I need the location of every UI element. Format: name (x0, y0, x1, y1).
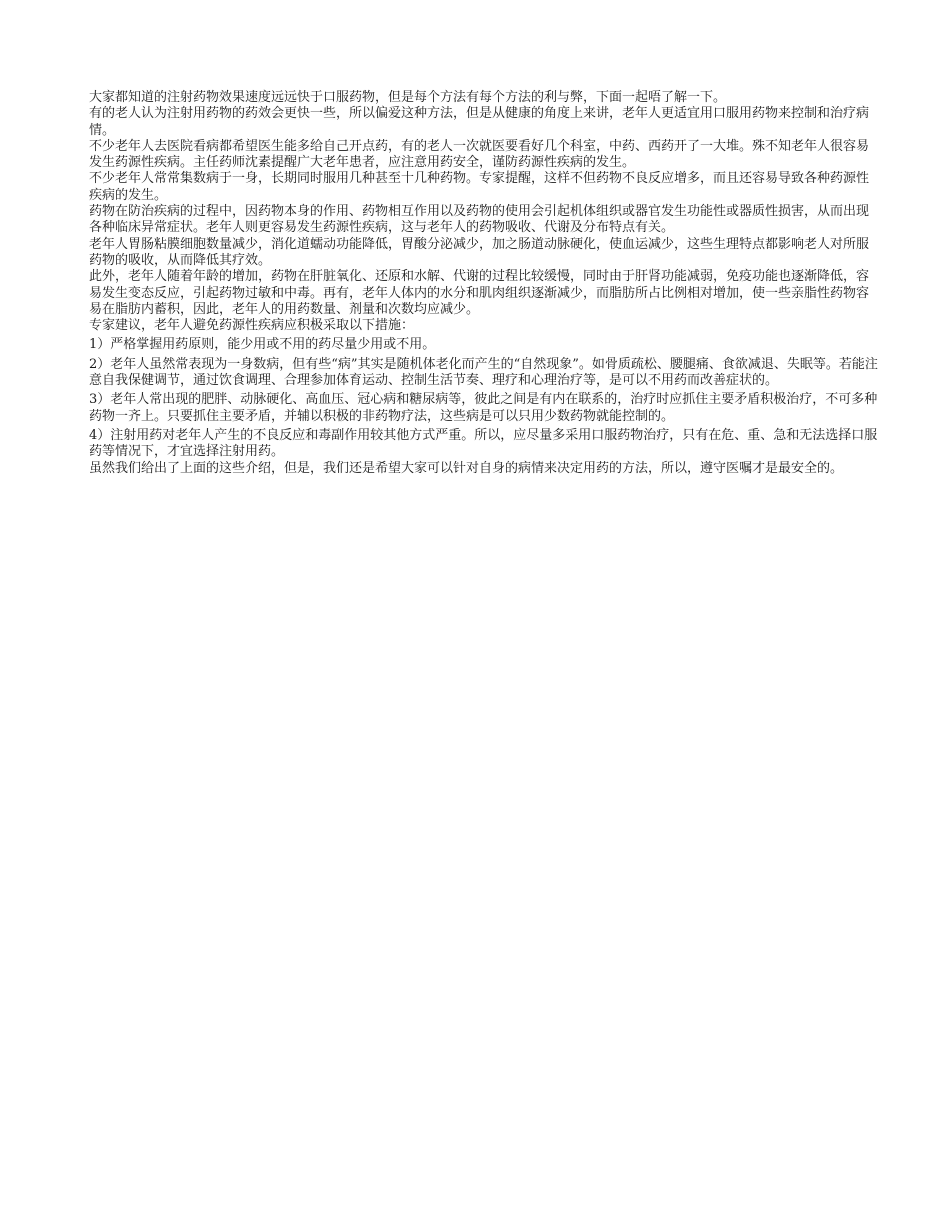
measure-item: 4）注射用药对老年人产生的不良反应和毒副作用较其他方式严重。所以，应尽量多采用口服药物治疗，只有在危、重、急和无法选择口服药等情况下，才宜选择注射用药。 (89, 427, 878, 460)
advice-intro-paragraph: 专家建议，老年人避免药源性疾病应积极采取以下措施： (89, 318, 415, 334)
overmedication-paragraph: 不少老年人去医院看病都希望医生能多给自己开点药，有的老人一次就医要看好几个科室，中药、西药开了一大堆。殊不知老年人很容易发生药源性疾病。主任药师沈素提醒广大老年患者，应注意用药安全，谨防药源性疾病的发生。 (89, 138, 870, 171)
absorption-paragraph: 老年人胃肠粘膜细胞数量减少，消化道蠕动功能降低，胃酸分泌减少，加之肠道动脉硬化，使血运减少，这些生理特点都影响老人对所服药物的吸收，从而降低其疗效。 (89, 236, 870, 268)
intro-paragraph: 大家都知道的注射药物效果速度远远快于口服药物，但是每个方法有每个方法的利与弊，下面一起唔了解一下。 (89, 90, 727, 105)
measure-item: 1）严格掌握用药原则，能少用或不用的药尽量少用或不用。 (89, 337, 436, 353)
drug-induced-disease-paragraph: 药物在防治疾病的过程中，因药物本身的作用、药物相互作用以及药物的使用会引起机体组织或器官发生功能性或器质性损害，从而出现各种临床异常症状。老年人则更容易发生药源性疾病，这与老年人的药物吸收、代谢及分布特点有关。 (89, 204, 870, 236)
multiple-drugs-paragraph: 不少老年人常常集数病于一身，长期同时服用几种甚至十几种药物。专家提醒，这样不但药物不良反应增多，而且还容易导致各种药源性疾病的发生。 (89, 171, 870, 203)
closing-paragraph: 虽然我们给出了上面的这些介绍，但是，我们还是希望大家可以针对自身的病情来决定用药的方法，所以，遵守医嘱才是最安全的。 (89, 460, 844, 476)
measure-item: 3）老年人常出现的肥胖、动脉硬化、高血压、冠心病和糖尿病等，彼此之间是有内在联系的，治疗时应抓住主要矛盾积极治疗，不可多种药物一齐上。只要抓住主要矛盾，并辅以积极的非药物疗法，这些病是可以只用少数药物就能控制的。 (89, 392, 878, 424)
measure-item: 2）老年人虽然常表现为一身数病，但有些“病”其实是随机体老化而产生的“自然现象”。如骨质疏松、腰腿痛、食欲减退、失眠等。若能注意自我保健调节，通过饮食调理、合理参加体育运动、控制生活节奏、理疗和心理治疗等，是可以不用药而改善症状的。 (89, 356, 878, 389)
metabolism-paragraph: 此外，老年人随着年龄的增加，药物在肝脏氧化、还原和水解、代谢的过程比较缓慢，同时由于肝肾功能减弱，免疫功能也逐渐降低，容易发生变态反应，引起药物过敏和中毒。再有，老年人体内的水分和肌肉组织逐渐减少，而脂肪所占比例相对增加，使一些亲脂性药物容易在脂肪内蓄积，因此，老年人的用药数量、剂量和次数均应减少。 (89, 269, 870, 317)
injection-preference-paragraph: 有的老人认为注射用药物的药效会更快一些，所以偏爱这种方法，但是从健康的角度上来讲，老年人更适宜用口服用药物来控制和治疗病情。 (89, 106, 870, 138)
document-body (89, 90, 879, 477)
